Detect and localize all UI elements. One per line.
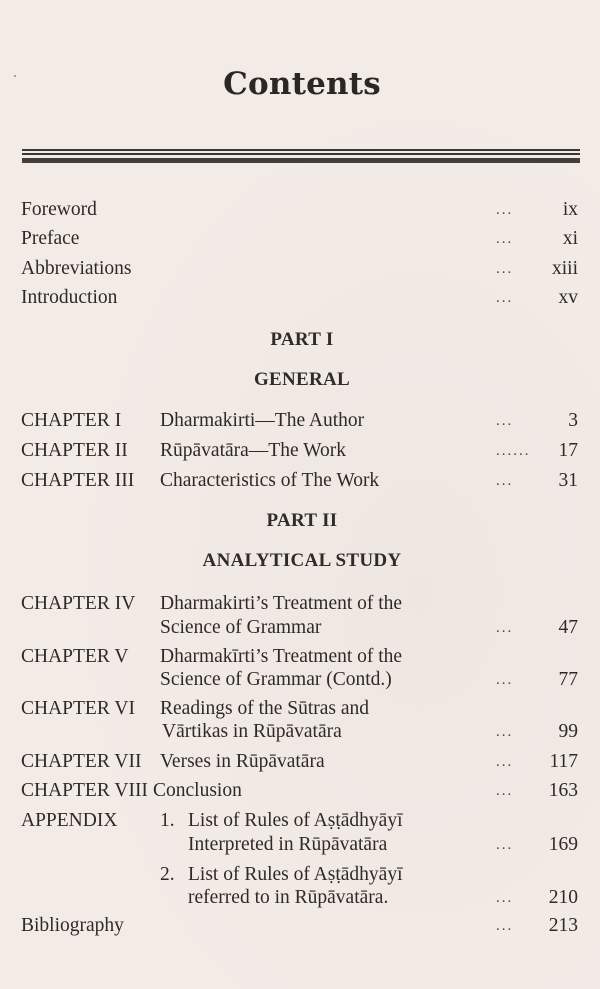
appendix-item-number: 1.	[160, 810, 175, 831]
entry-label: Preface	[21, 228, 80, 249]
chapter-label: CHAPTER V	[21, 646, 129, 667]
chapter-title-line-1: Readings of the Sūtras and	[160, 698, 370, 719]
leader-dots: ...	[496, 754, 514, 770]
leader-dots: ...	[496, 473, 514, 489]
part-title: GENERAL	[253, 369, 351, 390]
page-number: xi	[562, 228, 578, 249]
leader-dots: ...	[496, 261, 514, 277]
chapter-title-line-2: Science of Grammar	[160, 617, 322, 638]
toc-entry-chapter-3[interactable]	[0, 468, 600, 494]
leader-dots: ...	[496, 620, 514, 636]
toc-entry-chapter-5-cont[interactable]	[0, 667, 600, 693]
leader-dots: ......	[496, 443, 531, 459]
chapter-label: CHAPTER VII	[21, 751, 142, 772]
page-number: 210	[548, 887, 578, 908]
toc-entry-chapter-6-cont[interactable]	[0, 719, 600, 745]
page-number: 117	[549, 751, 578, 772]
title-rule-thick	[22, 158, 580, 163]
page-number: 99	[558, 721, 578, 742]
appendix-label: APPENDIX	[21, 810, 118, 831]
chapter-title-line-2: Science of Grammar (Contd.)	[160, 669, 392, 690]
chapter-label: CHAPTER III	[21, 470, 135, 491]
page-number: 163	[548, 780, 578, 801]
page-number: 47	[558, 617, 578, 638]
leader-dots: ...	[496, 918, 514, 934]
page-number: 3	[568, 410, 578, 431]
appendix-item-title-line-2: Interpreted in Rūpāvatāra	[188, 834, 388, 855]
leader-dots: ...	[496, 724, 514, 740]
toc-entry-appendix-1[interactable]	[0, 808, 600, 834]
leader-dots: ...	[496, 837, 514, 853]
chapter-title-line-1: Dharmakirti’s Treatment of the	[160, 593, 403, 614]
toc-entry-chapter-4[interactable]	[0, 591, 600, 617]
title-rule-thin-middle	[22, 153, 580, 155]
leader-dots: ...	[496, 231, 514, 247]
chapter-title-line-2: Vārtikas in Rūpāvatāra	[162, 721, 342, 742]
toc-entry-appendix-2-cont[interactable]	[0, 885, 600, 911]
entry-label: Foreword	[21, 199, 97, 220]
toc-entry-preface[interactable]	[0, 226, 600, 252]
entry-label: Bibliography	[21, 915, 124, 936]
page-number: 77	[558, 669, 578, 690]
chapter-title: Conclusion	[153, 780, 242, 801]
toc-entry-foreword[interactable]	[0, 197, 600, 223]
leader-dots: ...	[496, 202, 514, 218]
page-number: xv	[558, 287, 578, 308]
page-title: Contents	[223, 66, 381, 102]
page-number: 169	[548, 834, 578, 855]
leader-dots: ...	[496, 290, 514, 306]
toc-entry-abbreviations[interactable]	[0, 256, 600, 282]
chapter-title-line-1: Dharmakīrti’s Treatment of the	[160, 646, 403, 667]
toc-entry-appendix-1-cont[interactable]	[0, 832, 600, 858]
toc-entry-chapter-7[interactable]	[0, 749, 600, 775]
entry-label: Abbreviations	[21, 258, 132, 279]
leader-dots: ...	[496, 413, 514, 429]
toc-entry-chapter-2[interactable]	[0, 438, 600, 464]
chapter-label: CHAPTER I	[21, 410, 122, 431]
part-title: ANALYTICAL STUDY	[202, 550, 402, 571]
appendix-item-number: 2.	[160, 864, 175, 885]
toc-entry-introduction[interactable]	[0, 285, 600, 311]
title-rule-thin-top	[22, 149, 580, 151]
toc-entry-chapter-1[interactable]	[0, 408, 600, 434]
page-number: 17	[558, 440, 578, 461]
chapter-title: Rūpāvatāra—The Work	[160, 440, 346, 461]
leader-dots: ...	[496, 672, 514, 688]
chapter-title: Verses in Rūpāvatāra	[160, 751, 325, 772]
chapter-label: CHAPTER VI	[21, 698, 135, 719]
leader-dots: ...	[496, 783, 514, 799]
toc-entry-bibliography[interactable]	[0, 913, 600, 939]
entry-label: Introduction	[21, 287, 118, 308]
chapter-title: Dharmakirti—The Author	[160, 410, 365, 431]
part-label: PART II	[266, 510, 338, 531]
chapter-label: CHAPTER IV	[21, 593, 136, 614]
appendix-item-title-line-1: List of Rules of Aṣṭādhyāyī	[188, 810, 403, 831]
appendix-item-title-line-2: referred to in Rūpāvatāra.	[188, 887, 389, 908]
part-label: PART I	[270, 329, 334, 350]
chapter-title: Characteristics of The Work	[160, 470, 380, 491]
appendix-item-title-line-1: List of Rules of Aṣṭādhyāyī	[188, 864, 403, 885]
leader-dots: ...	[496, 890, 514, 906]
chapter-label: CHAPTER II	[21, 440, 128, 461]
page-number: xiii	[551, 258, 578, 279]
chapter-label: CHAPTER VIII	[21, 780, 148, 801]
page-number: 31	[558, 470, 578, 491]
page-number: 213	[548, 915, 578, 936]
toc-entry-chapter-4-cont[interactable]	[0, 615, 600, 641]
page-number: ix	[562, 199, 578, 220]
toc-entry-chapter-8[interactable]	[0, 778, 600, 804]
